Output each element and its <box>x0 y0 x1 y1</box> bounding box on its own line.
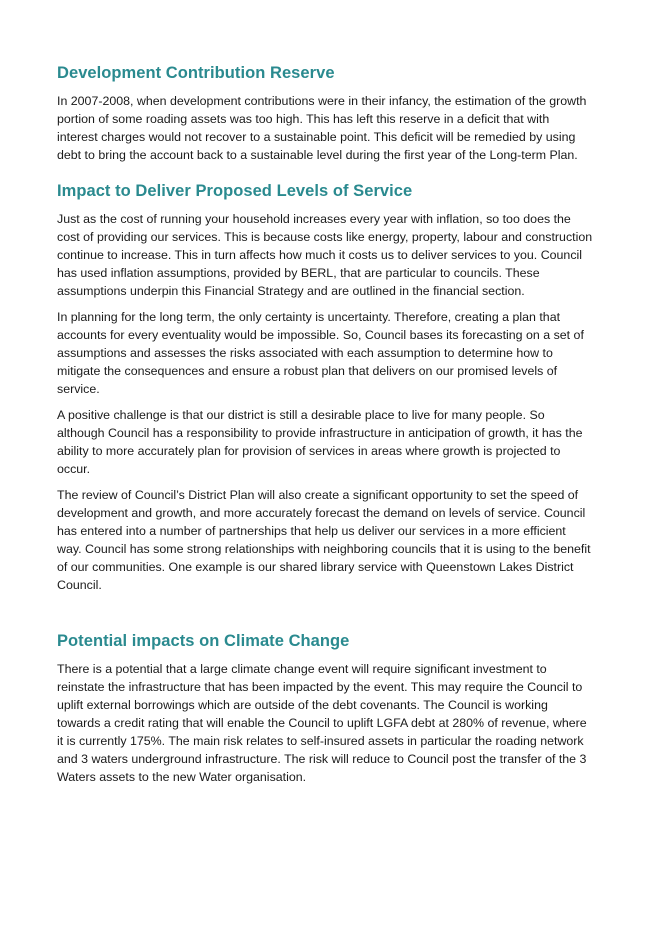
paragraph: There is a potential that a large climate change event will require significant investment to reinstate the infrastructure that has been impacted by the event. This may require the Council to uplift external borrowings which are outside of the debt covenants. The Council is working towards a credit rating that will enable the Council to uplift LGFA debt at 280% of revenue, where it is currently 175%. The main risk relates to self-insured assets in particular the roading network and 3 waters underground infrastructure. The risk will reduce to Council post the transfer of the 3 Waters assets to the new Water organisation. <box>57 662 587 784</box>
section-heading: Impact to Deliver Proposed Levels of Service <box>57 182 413 200</box>
paragraph: A positive challenge is that our district is still a desirable place to live for many people. So although Council has a responsibility to provide infrastructure in anticipation of growth, it has the ability to more accurately plan for provision of services in areas where growth is projected to occur. <box>57 408 583 476</box>
paragraph: Just as the cost of running your household increases every year with inflation, so too does the cost of providing our services. This is because costs like energy, property, labour and construction continue to increase. This in turn affects how much it costs us to deliver services to you. Council has used inflation assumptions, provided by BERL, that are particular to councils. These assumptions underpin this Financial Strategy and are outlined in the financial section. <box>57 212 593 298</box>
section-development-contribution-reserve <box>57 62 593 164</box>
section-climate-change-impacts <box>57 630 593 786</box>
paragraph: The review of Council’s District Plan will also create a significant opportunity to set the speed of development and growth, and more accurately forecast the demand on levels of service. Council has entered into a number of partnerships that help us deliver our services in a more efficient way. Council has some strong relationships with neighboring councils that it is using to the benefit of our communities. One example is our shared library service with Queenstown Lakes District Council. <box>57 488 591 592</box>
section-heading: Development Contribution Reserve <box>57 64 335 82</box>
section-impact-levels-of-service <box>57 180 593 594</box>
document-page <box>57 62 593 794</box>
paragraph: In 2007-2008, when development contributions were in their infancy, the estimation of the growth portion of some roading assets was too high. This has left this reserve in a deficit that with interest charges would not recover to a sustainable point. This deficit will be remedied by using debt to bring the account back to a sustainable level during the first year of the Long-term Plan. <box>57 94 587 162</box>
section-heading: Potential impacts on Climate Change <box>57 632 350 650</box>
paragraph: In planning for the long term, the only certainty is uncertainty. Therefore, creating a plan that accounts for every eventuality would be impossible. So, Council bases its forecasting on a set of assumptions and assesses the risks associated with each assumption to determine how to mitigate the consequences and ensure a robust plan that delivers on our promised levels of service. <box>57 310 584 396</box>
